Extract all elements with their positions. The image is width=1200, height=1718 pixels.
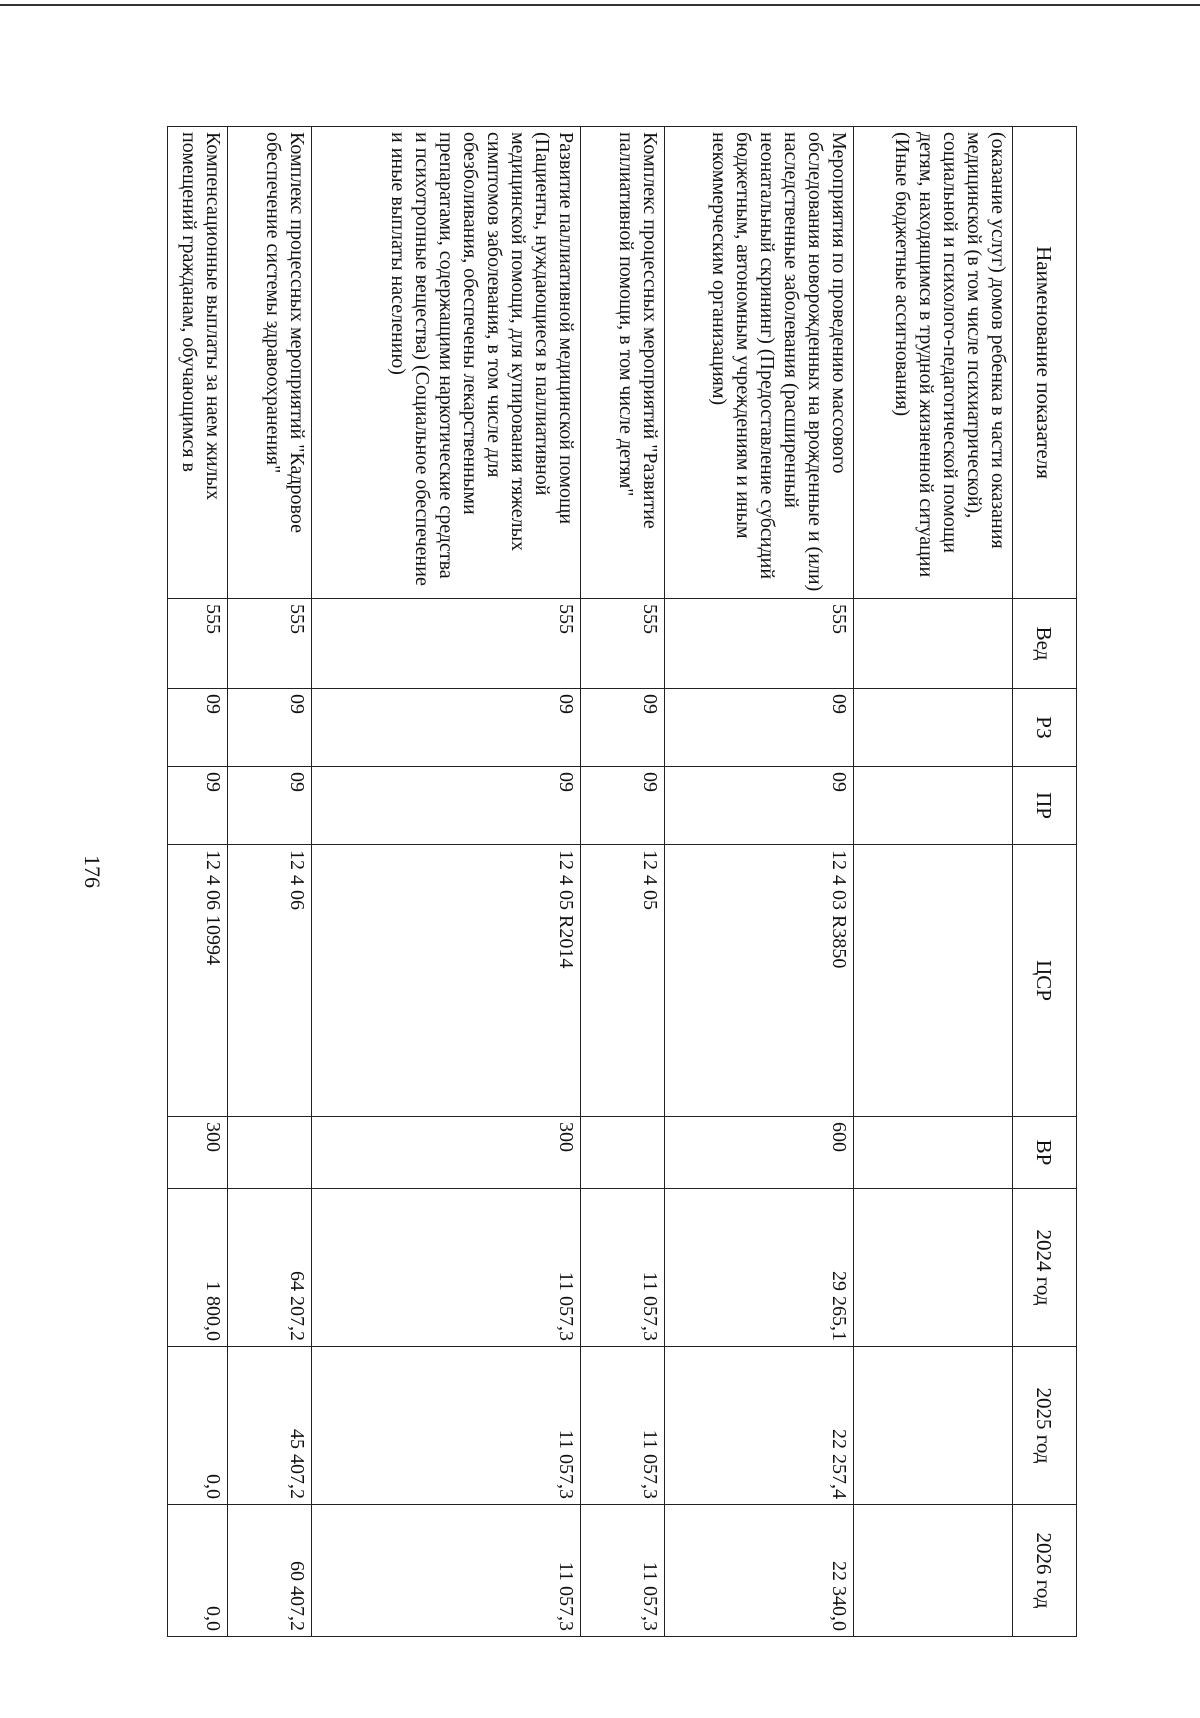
header-2025: 2025 год: [1013, 1347, 1077, 1505]
header-name: Наименование показателя: [1013, 127, 1077, 599]
row-rz: 09: [581, 689, 665, 767]
row-2026: 22 340,0: [664, 1505, 854, 1637]
row-2025: 0,0: [168, 1347, 228, 1505]
row-name: Развитие паллиативной медицинской помощи (Пациенты, нуждающиеся в паллиативной медицинской помощи, для купирования тяжелых симптомов заболевания, в том числе для обезболивания, обеспечены лекарственными препаратами, содержащими наркотические средства и психотропные вещества) (Социальное обеспечение и иные выплаты населению): [311, 127, 581, 599]
row-rz: 09: [311, 689, 581, 767]
row-2026: [854, 1505, 1013, 1637]
table-row: [168, 127, 228, 1637]
page-number: 176: [80, 855, 105, 888]
row-2026: 11 057,3: [311, 1505, 581, 1637]
table-row: [854, 127, 1013, 1637]
row-pr: 09: [581, 767, 665, 845]
row-name: (оказание услуг) домов ребенка в части оказания медицинской (в том числе психиатрической), социальной и психолого-педагогической помощи детям, находящимся в трудной жизненной ситуации (Иные бюджетные ассигнования): [854, 127, 1013, 599]
header-2024: 2024 год: [1013, 1189, 1077, 1347]
header-rz: РЗ: [1013, 689, 1077, 767]
table-row: [311, 127, 581, 1637]
row-ved: 555: [311, 599, 581, 689]
row-ved: 555: [581, 599, 665, 689]
row-vr: [228, 1117, 312, 1189]
row-name: Мероприятия по проведению массового обследования новорожденных на врожденные и (или) наследственные заболевания (расширенный неонатальный скрининг) (Предоставление субсидий бюджетным, автономным учреждениям и иным некоммерческим организациям): [664, 127, 854, 599]
row-pr: [854, 767, 1013, 845]
row-csr: 12 4 03 R3850: [664, 845, 854, 1117]
row-rz: [854, 689, 1013, 767]
row-2024: 11 057,3: [581, 1189, 665, 1347]
budget-table-container: [167, 126, 1077, 1636]
row-vr: [854, 1117, 1013, 1189]
row-2024: 64 207,2: [228, 1189, 312, 1347]
row-name: Комплекс процессных мероприятий "Кадровое обеспечение системы здравоохранения": [228, 127, 312, 599]
row-2024: 11 057,3: [311, 1189, 581, 1347]
header-pr: ПР: [1013, 767, 1077, 845]
row-2025: 22 257,4: [664, 1347, 854, 1505]
row-csr: [854, 845, 1013, 1117]
row-ved: 555: [664, 599, 854, 689]
row-name: Компенсационные выплаты за наем жилых помещений гражданам, обучающимся в: [168, 127, 228, 599]
row-2024: 29 265,1: [664, 1189, 854, 1347]
row-2025: 11 057,3: [311, 1347, 581, 1505]
row-vr: 600: [664, 1117, 854, 1189]
table-row: [228, 127, 312, 1637]
row-csr: 12 4 05: [581, 845, 665, 1117]
row-csr: 12 4 06: [228, 845, 312, 1117]
table-row: [581, 127, 665, 1637]
row-2024: 1 800,0: [168, 1189, 228, 1347]
row-rz: 09: [168, 689, 228, 767]
row-pr: 09: [311, 767, 581, 845]
row-vr: [581, 1117, 665, 1189]
row-csr: 12 4 06 10994: [168, 845, 228, 1117]
header-vr: ВР: [1013, 1117, 1077, 1189]
budget-table: [167, 126, 1077, 1637]
row-2024: [854, 1189, 1013, 1347]
page-top-border: [0, 4, 1200, 6]
row-vr: 300: [311, 1117, 581, 1189]
row-csr: 12 4 05 R2014: [311, 845, 581, 1117]
row-pr: 09: [228, 767, 312, 845]
row-ved: 555: [228, 599, 312, 689]
row-pr: 09: [168, 767, 228, 845]
row-2026: 0,0: [168, 1505, 228, 1637]
row-ved: [854, 599, 1013, 689]
row-2025: 11 057,3: [581, 1347, 665, 1505]
row-rz: 09: [664, 689, 854, 767]
row-name: Комплекс процессных мероприятий "Развитие паллиативной помощи, в том числе детям": [581, 127, 665, 599]
row-rz: 09: [228, 689, 312, 767]
row-pr: 09: [664, 767, 854, 845]
row-2025: [854, 1347, 1013, 1505]
row-2025: 45 407,2: [228, 1347, 312, 1505]
table-row: [664, 127, 854, 1637]
row-ved: 555: [168, 599, 228, 689]
header-csr: ЦСР: [1013, 845, 1077, 1117]
row-vr: 300: [168, 1117, 228, 1189]
header-row: [1013, 127, 1077, 1637]
row-2026: 11 057,3: [581, 1505, 665, 1637]
header-2026: 2026 год: [1013, 1505, 1077, 1637]
row-2026: 60 407,2: [228, 1505, 312, 1637]
header-ved: Вед: [1013, 599, 1077, 689]
